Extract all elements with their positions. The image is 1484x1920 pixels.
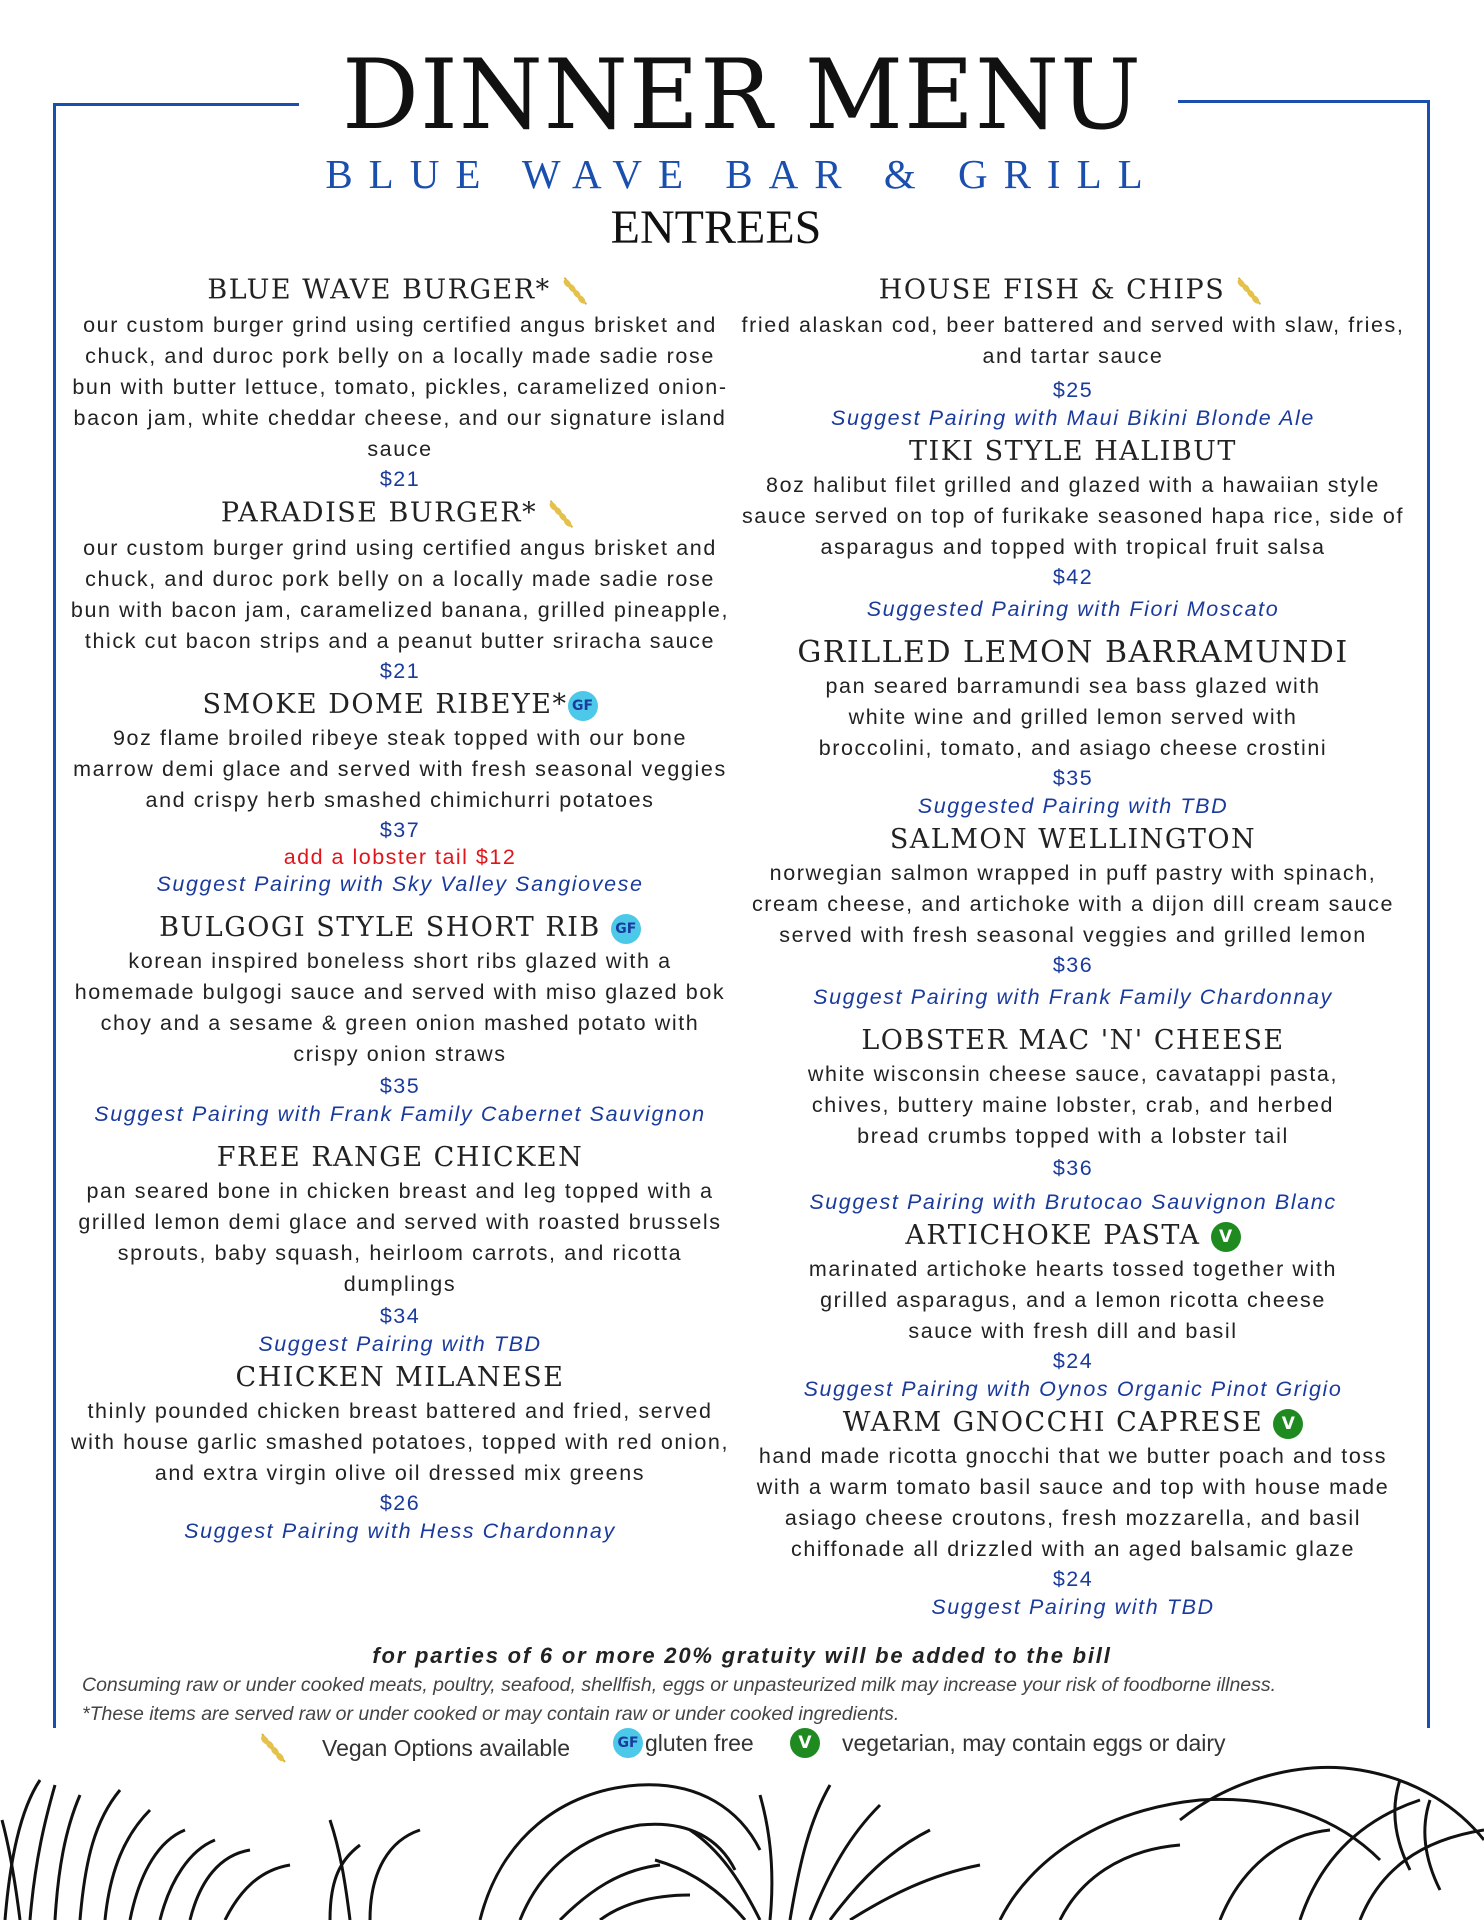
item-description: norwegian salmon wrapped in puff pastry with spinach, cream cheese, and artichoke with a dijon dill cream sauce served with fresh seasonal veggies and grilled lemon (751, 861, 1395, 947)
item-name: SMOKE DOME RIBEYE* (202, 689, 568, 720)
item-description: hand made ricotta gnocchi that we butter poach and toss with a warm tomato basil sauce and top with house made asiago cheese croutons, fresh mozzarella, and basil chiffonade all drizzled with an aged balsamic glaze (756, 1444, 1390, 1561)
item-name-row (70, 910, 730, 946)
item-addon: add a lobster tail $12 (283, 845, 517, 869)
vegetarian-icon: V (790, 1728, 820, 1758)
item-name: WARM GNOCCHI CAPRESE (842, 1407, 1264, 1438)
wine-pairing: Suggest Pairing with Frank Family Cabernet Sauvignon (94, 1102, 706, 1126)
item-name-row (70, 272, 730, 310)
menu-item (735, 822, 1411, 1011)
wine-pairing: Suggest Pairing with TBD (931, 1595, 1215, 1619)
item-price: $34 (379, 1304, 421, 1328)
vegetarian-icon: V (1211, 1222, 1241, 1252)
item-description: white wisconsin cheese sauce, cavatappi pasta, chives, buttery maine lobster, crab, and herbed bread crumbs topped with a lobster tail (807, 1062, 1339, 1148)
menu-item (735, 1023, 1411, 1216)
item-description: korean inspired boneless short ribs glazed with a homemade bulgogi sauce and served with miso glazed bok choy and a sesame & green onion mashed potato with crispy onion straws (74, 949, 726, 1066)
menu-item (70, 495, 730, 685)
item-name: CHICKEN MILANESE (235, 1362, 565, 1393)
item-name: PARADISE BURGER* (220, 497, 538, 529)
item-name-row (70, 495, 730, 533)
item-description: 9oz flame broiled ribeye steak topped with our bone marrow demi glace and served with fresh seasonal veggies and crispy herb smashed chimichurri potatoes (73, 726, 727, 812)
wine-pairing: Suggest Pairing with Maui Bikini Blonde Ale (831, 406, 1315, 430)
item-name-row (735, 1405, 1411, 1441)
item-price: $21 (379, 467, 421, 491)
wine-pairing: Suggest Pairing with Frank Family Chardonnay (813, 985, 1333, 1009)
item-price: $36 (1052, 953, 1094, 977)
wine-pairing: Suggested Pairing with TBD (917, 794, 1229, 818)
legend-veg-label: vegetarian, may contain eggs or dairy (842, 1729, 1226, 1756)
item-price: $35 (379, 1074, 421, 1098)
raw-items-disclaimer: *These items are served raw or under cooked or may contain raw or under cooked ingredients. (82, 1703, 900, 1725)
wheat-icon (541, 495, 579, 533)
item-price: $26 (379, 1491, 421, 1515)
item-description: our custom burger grind using certified angus brisket and chuck, and duroc pork belly on a locally made sadie rose bun with butter lettuce, tomato, pickles, caramelized onion-bacon jam, white cheddar cheese, and our signature island sauce (72, 313, 728, 461)
wine-pairing: Suggest Pairing with Hess Chardonnay (184, 1519, 616, 1543)
item-description: pan seared barramundi sea bass glazed with white wine and grilled lemon served with broccolini, tomato, and asiago cheese crostini (818, 674, 1328, 760)
wine-pairing: Suggest Pairing with TBD (258, 1332, 542, 1356)
section-heading: ENTREES (610, 201, 822, 254)
wine-pairing: Suggest Pairing with Oynos Organic Pinot Grigio (803, 1377, 1343, 1401)
menu-item (70, 272, 730, 493)
item-name: GRILLED LEMON BARRAMUNDI (797, 635, 1349, 670)
gluten-free-icon: GF (611, 914, 641, 944)
vegetarian-icon: V (1273, 1409, 1303, 1439)
item-name: LOBSTER MAC 'N' CHEESE (861, 1025, 1285, 1056)
item-description: marinated artichoke hearts tossed together with grilled asparagus, and a lemon ricotta cheese sauce with fresh dill and basil (808, 1257, 1338, 1343)
gratuity-note: for parties of 6 or more 20% gratuity will be added to the bill (372, 1643, 1112, 1668)
item-price: $42 (1052, 565, 1094, 589)
item-name: FREE RANGE CHICKEN (216, 1142, 584, 1173)
gluten-free-icon: GF (613, 1728, 643, 1758)
item-price: $25 (1052, 378, 1094, 402)
right-menu-column (735, 270, 1411, 1621)
wine-pairing: Suggested Pairing with Fiori Moscato (866, 597, 1280, 621)
item-description: 8oz halibut filet grilled and glazed with a hawaiian style sauce served on top of furikake seasoned hapa rice, side of asparagus and topped with tropical fruit salsa (741, 473, 1405, 559)
item-name: BLUE WAVE BURGER* (207, 274, 551, 306)
tropical-leaves-illustration (0, 1740, 1484, 1920)
menu-item (70, 1140, 730, 1358)
item-description: pan seared bone in chicken breast and leg topped with a grilled lemon demi glace and served with roasted brussels sprouts, baby squash, heirloom carrots, and ricotta dumplings (78, 1179, 722, 1296)
menu-item (735, 1218, 1411, 1403)
item-description: thinly pounded chicken breast battered and fried, served with house garlic smashed potatoes, topped with red onion, and extra virgin olive oil dressed mix greens (70, 1399, 730, 1485)
menu-title: DINNER MENU (341, 39, 1143, 151)
item-name: HOUSE FISH & CHIPS (878, 274, 1226, 306)
legend-vegan-label: Vegan Options available (322, 1734, 571, 1761)
restaurant-name: BLUE WAVE BAR & GRILL (325, 151, 1159, 197)
wheat-icon (555, 272, 593, 310)
item-price: $24 (1052, 1349, 1094, 1373)
frame-line-right (1427, 100, 1430, 1728)
foodborne-disclaimer: Consuming raw or under cooked meats, poultry, seafood, shellfish, eggs or unpasteurized milk may increase your risk of foodborne illness. (82, 1674, 1277, 1696)
item-description: our custom burger grind using certified angus brisket and chuck, and duroc pork belly on a locally made sadie rose bun with bacon jam, caramelized banana, grilled pineapple, thick cut bacon strips and a peanut butter sriracha sauce (70, 536, 730, 653)
menu-item (735, 272, 1411, 432)
gluten-free-icon: GF (568, 691, 598, 721)
menu-item (735, 1405, 1411, 1621)
legend-gf-label: gluten free (645, 1729, 754, 1756)
item-description: fried alaskan cod, beer battered and served with slaw, fries, and tartar sauce (741, 313, 1405, 368)
item-name-row (735, 1218, 1411, 1254)
menu-item (735, 635, 1411, 820)
item-price: $36 (1052, 1156, 1094, 1180)
menu-item (735, 434, 1411, 623)
item-price: $35 (1052, 766, 1094, 790)
item-name-row (70, 687, 730, 723)
wine-pairing: Suggest Pairing with Sky Valley Sangiovese (156, 872, 644, 896)
item-name: ARTICHOKE PASTA (905, 1220, 1201, 1251)
menu-item (70, 1360, 730, 1545)
wine-pairing: Suggest Pairing with Brutocao Sauvignon Blanc (809, 1190, 1337, 1214)
item-name-row (735, 272, 1411, 310)
item-name: TIKI STYLE HALIBUT (909, 436, 1237, 467)
left-menu-column (70, 270, 730, 1545)
item-name: SALMON WELLINGTON (889, 824, 1257, 855)
wheat-icon (1229, 272, 1267, 310)
item-price: $21 (379, 659, 421, 683)
menu-item (70, 910, 730, 1128)
menu-item (70, 687, 730, 898)
item-price: $37 (379, 818, 421, 842)
item-name: BULGOGI STYLE SHORT RIB (159, 912, 601, 943)
item-price: $24 (1052, 1567, 1094, 1591)
frame-line-left (53, 103, 56, 1728)
